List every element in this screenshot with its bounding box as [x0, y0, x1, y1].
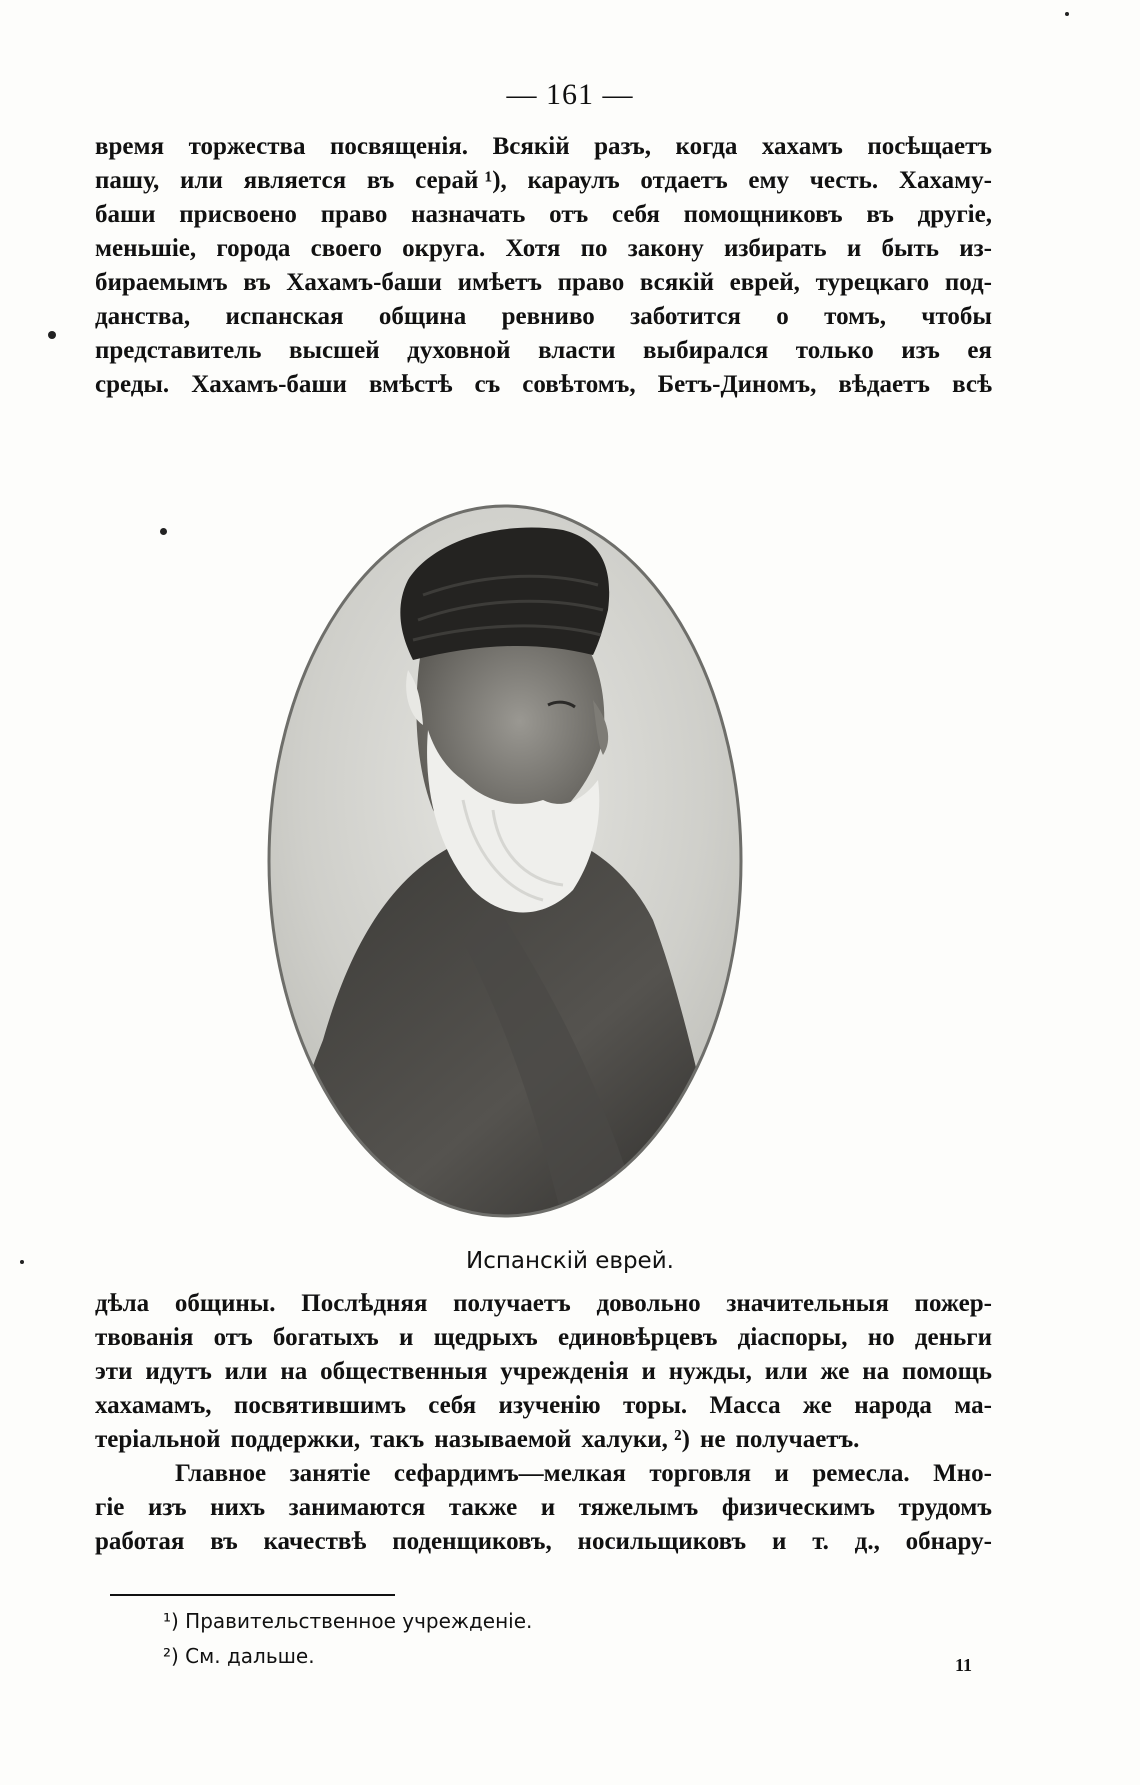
word: власти	[538, 337, 616, 364]
paragraph-bottom	[95, 1287, 992, 1559]
word: под-	[944, 269, 992, 296]
word: эти	[95, 1358, 133, 1385]
word: среды.	[95, 371, 170, 398]
word: дѣла	[95, 1290, 150, 1317]
word: Хотя	[505, 235, 561, 262]
text-line	[95, 164, 992, 198]
word: въ	[366, 167, 395, 194]
word: халуки, ²)	[581, 1426, 690, 1453]
word: Хахаму-	[898, 167, 992, 194]
word: города	[216, 235, 291, 262]
word: щедрыхъ	[433, 1324, 538, 1351]
word: нужды,	[668, 1358, 752, 1385]
text-line	[95, 334, 992, 368]
text-line	[95, 300, 992, 334]
word: о	[776, 303, 789, 330]
word: только	[795, 337, 874, 364]
word: гіе	[95, 1494, 125, 1521]
text-line	[95, 1389, 992, 1423]
word: на	[862, 1358, 890, 1385]
word: чтобы	[921, 303, 992, 330]
text-line	[95, 130, 992, 164]
word: быть	[881, 235, 939, 262]
word: единовѣрцевъ	[557, 1324, 718, 1351]
word: общественныя	[320, 1358, 488, 1385]
word: торжества	[188, 133, 306, 160]
word: значительныя	[726, 1290, 889, 1317]
word: физическимъ	[721, 1494, 875, 1521]
ink-speck	[160, 528, 167, 535]
word: пожер-	[914, 1290, 992, 1317]
paragraph-top	[95, 130, 992, 402]
word: отъ	[549, 201, 589, 228]
word: представитель	[95, 337, 262, 364]
footnotes	[163, 1604, 532, 1674]
word: на	[280, 1358, 308, 1385]
figure-caption: Испанскій еврей.	[466, 1248, 674, 1274]
word: баши	[95, 201, 156, 228]
word: трудомъ	[898, 1494, 992, 1521]
word: отдаетъ	[640, 167, 728, 194]
word: Всякій	[492, 133, 570, 160]
word: и	[771, 1528, 787, 1555]
word: получаетъ.	[735, 1426, 860, 1453]
word: изученію	[498, 1392, 601, 1419]
word: хахамъ	[761, 133, 843, 160]
word: изъ	[147, 1494, 187, 1521]
portrait-photo	[263, 500, 747, 1222]
word: честь.	[809, 167, 879, 194]
word: или	[764, 1358, 808, 1385]
word: из-	[959, 235, 992, 262]
page-number: — 161 —	[506, 78, 634, 111]
text-line	[95, 1355, 992, 1389]
word: занимаются	[288, 1494, 426, 1521]
word: и	[846, 235, 862, 262]
word: ма-	[954, 1392, 992, 1419]
word: по	[580, 235, 608, 262]
word: томъ,	[824, 303, 886, 330]
text-line	[95, 1423, 992, 1457]
text-line	[95, 1491, 992, 1525]
word: поддержки,	[230, 1426, 361, 1453]
word: получаетъ	[453, 1290, 571, 1317]
sheet-signature-number: 11	[955, 1655, 973, 1675]
word: всякій	[639, 269, 715, 296]
text-line	[95, 1457, 992, 1491]
word: закону	[627, 235, 704, 262]
word: торы.	[622, 1392, 688, 1419]
word: работая	[95, 1528, 185, 1555]
word: еврей,	[729, 269, 800, 296]
text-line	[95, 1287, 992, 1321]
word: нихъ	[210, 1494, 266, 1521]
word: сефардимъ—мелкая	[393, 1460, 626, 1487]
word: серай ¹),	[415, 167, 507, 194]
word: же	[802, 1392, 832, 1419]
word: поденщиковъ,	[392, 1528, 552, 1555]
word: такъ	[370, 1426, 425, 1453]
word: но	[867, 1324, 895, 1351]
word: идутъ	[145, 1358, 212, 1385]
word: Хахамъ-баши	[191, 371, 347, 398]
word: когда	[675, 133, 738, 160]
word: ея	[967, 337, 992, 364]
word: данства,	[95, 303, 191, 330]
word: діаспоры,	[737, 1324, 848, 1351]
word: своего	[310, 235, 382, 262]
word: теріальной	[95, 1426, 221, 1453]
word: является	[243, 167, 347, 194]
word: и	[398, 1324, 414, 1351]
word: д.,	[854, 1528, 880, 1555]
word: довольно	[596, 1290, 701, 1317]
text-line	[95, 368, 992, 402]
word: назначать	[411, 201, 526, 228]
word: посѣщаетъ	[867, 133, 992, 160]
word: турецкаго	[815, 269, 930, 296]
word: ревниво	[501, 303, 595, 330]
word: Мно-	[933, 1460, 992, 1487]
word: богатыхъ	[272, 1324, 379, 1351]
word: съ	[474, 371, 501, 398]
word: въ	[866, 201, 894, 228]
word: вѣдаетъ	[838, 371, 931, 398]
word: твованія	[95, 1324, 194, 1351]
word: высшей	[288, 337, 380, 364]
word: также	[448, 1494, 518, 1521]
ink-speck	[1065, 12, 1069, 16]
word: себя	[428, 1392, 477, 1419]
word: или	[180, 167, 223, 194]
word: присвоено	[179, 201, 297, 228]
word: ему	[748, 167, 790, 194]
word: время	[95, 133, 165, 160]
word: помощь	[902, 1358, 992, 1385]
ink-speck	[48, 331, 56, 339]
word: общины.	[174, 1290, 276, 1317]
word: торговля	[649, 1460, 752, 1487]
text-line	[95, 1525, 992, 1559]
word: обнару-	[905, 1528, 992, 1555]
word: избирать	[723, 235, 827, 262]
word: въ	[210, 1528, 238, 1555]
word: хахамамъ,	[95, 1392, 212, 1419]
text-line	[95, 198, 992, 232]
word: же	[820, 1358, 850, 1385]
word: бираемымъ	[95, 269, 228, 296]
text-line	[95, 1321, 992, 1355]
word: не	[699, 1426, 726, 1453]
word: носильщиковъ	[577, 1528, 747, 1555]
word: т.	[812, 1528, 829, 1555]
word: всѣ	[952, 371, 992, 398]
word: качествѣ	[263, 1528, 367, 1555]
word: и	[540, 1494, 556, 1521]
word: право	[320, 201, 388, 228]
word: и	[774, 1460, 789, 1487]
word: посвятившимъ	[233, 1392, 406, 1419]
footnote-1: ¹) Правительственное учрежденіе.	[163, 1609, 533, 1633]
word: народа	[854, 1392, 932, 1419]
text-line	[95, 266, 992, 300]
word: изъ	[901, 337, 940, 364]
footnote-divider	[110, 1594, 395, 1596]
ink-speck	[20, 1260, 24, 1264]
word: духовной	[407, 337, 511, 364]
word: ремесла.	[812, 1460, 910, 1487]
word: заботится	[630, 303, 741, 330]
word: вмѣстѣ	[368, 371, 453, 398]
word: себя	[611, 201, 660, 228]
word: выбирался	[643, 337, 769, 364]
word: Масса	[709, 1392, 781, 1419]
word: тяжелымъ	[578, 1494, 699, 1521]
word: Послѣдняя	[301, 1290, 428, 1317]
word: пашу,	[95, 167, 160, 194]
footnote-2: ²) См. дальше.	[163, 1644, 315, 1668]
word: Главное	[175, 1460, 267, 1487]
word: право	[557, 269, 625, 296]
word: въ	[243, 269, 271, 296]
word: округа.	[402, 235, 486, 262]
text-line	[95, 232, 992, 266]
word: имѣетъ	[457, 269, 542, 296]
word: меньшіе,	[95, 235, 197, 262]
word: Хахамъ-баши	[286, 269, 442, 296]
word: занятіе	[289, 1460, 371, 1487]
word: разъ,	[594, 133, 652, 160]
word: учрежденія	[500, 1358, 629, 1385]
word: община	[378, 303, 467, 330]
word: и	[641, 1358, 656, 1385]
word: или	[224, 1358, 268, 1385]
word: отъ	[213, 1324, 253, 1351]
word: называемой	[434, 1426, 572, 1453]
word: деньги	[914, 1324, 992, 1351]
word: испанская	[225, 303, 344, 330]
word: помощниковъ	[683, 201, 843, 228]
word: другіе,	[917, 201, 992, 228]
word: Бетъ-Диномъ,	[657, 371, 817, 398]
word: совѣтомъ,	[522, 371, 636, 398]
word: караулъ	[527, 167, 620, 194]
word: посвященія.	[330, 133, 469, 160]
